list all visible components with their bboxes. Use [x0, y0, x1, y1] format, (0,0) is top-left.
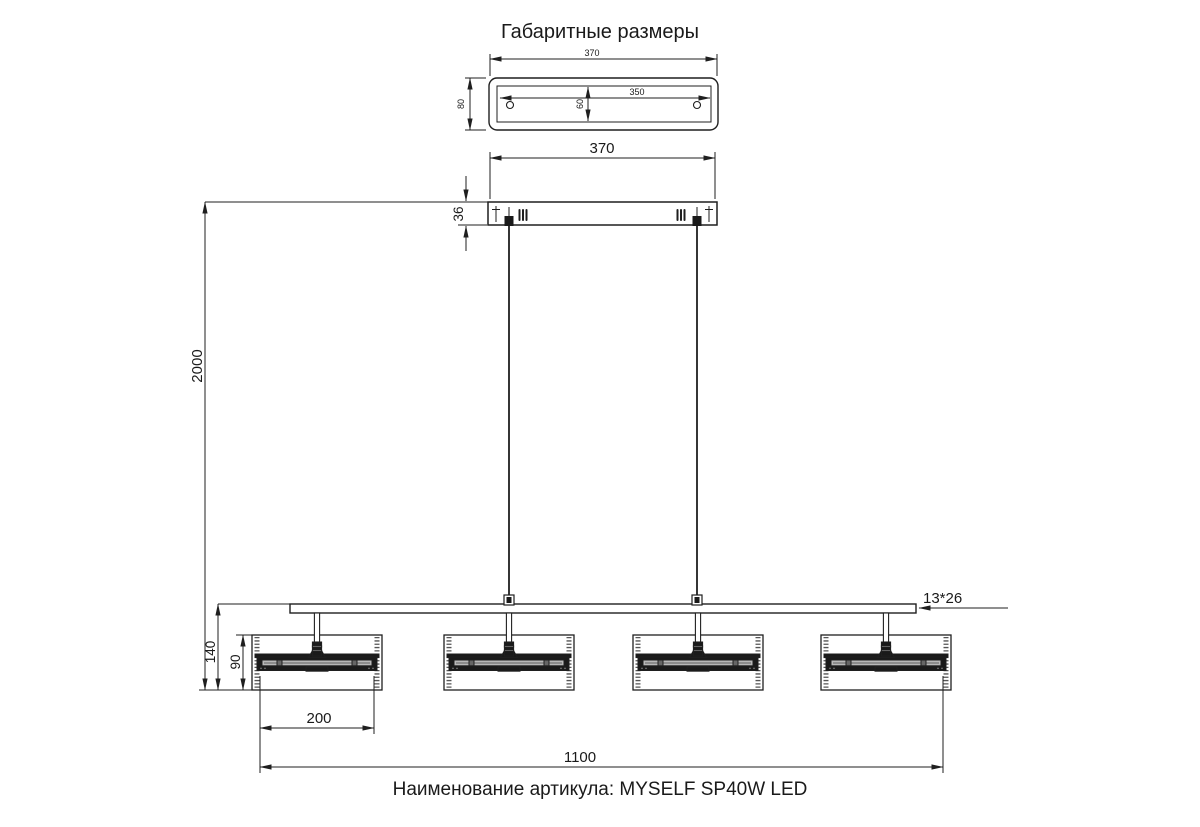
dim-canopy-width — [490, 140, 715, 199]
dim-label-head-width: 200 — [306, 710, 332, 727]
lamp-head-2 — [444, 613, 574, 690]
cable-connector-right — [693, 216, 702, 226]
front-view — [189, 140, 1008, 773]
dim-label-slot-length: 350 — [629, 87, 645, 97]
dim-slot-width — [575, 87, 588, 121]
mount-plate-inner-outline — [497, 86, 711, 122]
cable-gripper-left — [504, 595, 514, 605]
drawing-title: Габаритные размеры — [500, 21, 700, 43]
lamp-head-4 — [821, 613, 951, 690]
dim-label-plate-depth: 80 — [456, 98, 466, 110]
mounting-hole-right — [694, 102, 701, 109]
cable-connector-left — [505, 216, 514, 226]
article-caption: Наименование артикула: MYSELF SP40W LED — [392, 779, 808, 800]
dim-label-bar-profile: 13*26 — [923, 590, 963, 607]
mounting-hole-left — [507, 102, 514, 109]
dim-label-head-height: 90 — [228, 654, 243, 670]
dim-plate-depth — [456, 78, 486, 130]
bar-profile-callout — [919, 590, 1008, 608]
cable-gripper-right — [692, 595, 702, 605]
dim-suspension-drop — [189, 202, 488, 690]
canopy — [488, 202, 717, 226]
top-view — [456, 48, 718, 130]
lamp-head-1 — [252, 613, 382, 690]
dim-label-bar-length: 1100 — [563, 749, 597, 766]
dim-plate-width — [490, 48, 717, 76]
dim-label-canopy-width: 370 — [589, 140, 615, 157]
dim-label-suspension-drop: 2000 — [189, 349, 206, 383]
support-bar — [290, 604, 916, 613]
dim-label-plate-width: 370 — [584, 48, 600, 58]
lamp-head-3 — [633, 613, 763, 690]
dim-label-canopy-height: 36 — [451, 206, 466, 222]
dim-slot-length — [500, 87, 710, 98]
dim-label-slot-width: 60 — [575, 98, 585, 110]
dim-label-head-total-drop: 140 — [203, 640, 218, 664]
dim-canopy-height — [451, 176, 487, 251]
